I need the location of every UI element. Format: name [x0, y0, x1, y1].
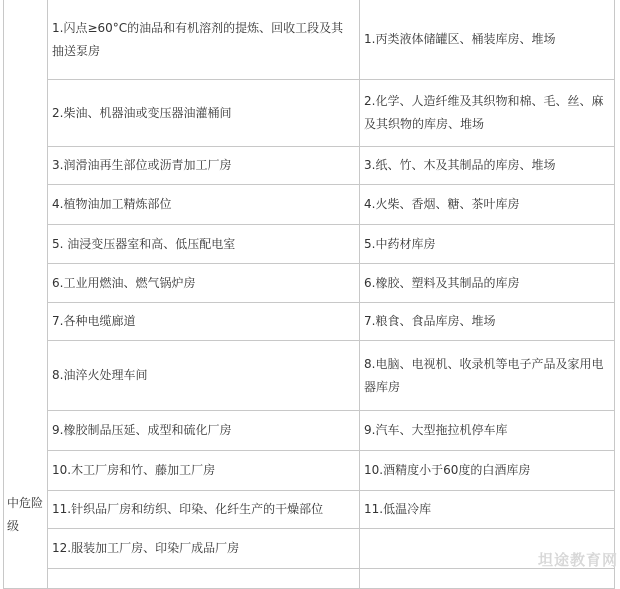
right-cell: 7.粮食、食品库房、堆场: [360, 303, 615, 341]
table-row: [4, 491, 615, 529]
left-cell: 12.服装加工厂房、印染厂成品厂房: [48, 529, 360, 569]
right-cell: 10.酒精度小于60度的白酒库房: [360, 451, 615, 491]
table-row: [4, 569, 615, 589]
left-cell: 5. 油浸变压器室和高、低压配电室: [48, 225, 360, 264]
left-cell: 1.闪点≥60°C的油品和有机溶剂的提炼、回收工段及其抽送泵房: [48, 0, 360, 80]
left-cell: 6.工业用燃油、燃气锅炉房: [48, 264, 360, 303]
left-cell: 10.木工厂房和竹、藤加工厂房: [48, 451, 360, 491]
right-cell: 9.汽车、大型拖拉机停车库: [360, 411, 615, 451]
table-row: [4, 451, 615, 491]
site-watermark: 坦途教育网: [537, 551, 618, 569]
table-row: [4, 225, 615, 264]
table-row: [4, 303, 615, 341]
left-cell: 3.润滑油再生部位或沥青加工厂房: [48, 147, 360, 185]
left-cell: [48, 569, 360, 589]
hazard-classification-table: [3, 0, 615, 589]
table-row: [4, 185, 615, 225]
right-cell: 8.电脑、电视机、收录机等电子产品及家用电器库房: [360, 341, 615, 411]
right-cell: 5.中药材库房: [360, 225, 615, 264]
left-cell: 8.油淬火处理车间: [48, 341, 360, 411]
left-cell: 9.橡胶制品压延、成型和硫化厂房: [48, 411, 360, 451]
left-cell: 7.各种电缆廊道: [48, 303, 360, 341]
right-cell: 2.化学、人造纤维及其织物和棉、毛、丝、麻及其织物的库房、堆场: [360, 80, 615, 147]
table-row: [4, 264, 615, 303]
table-row: [4, 0, 615, 80]
hazard-level-label: 中危险级: [7, 496, 44, 533]
hazard-level-cell: [4, 0, 48, 589]
table-row: [4, 341, 615, 411]
right-cell: [360, 569, 615, 589]
right-cell: 1.丙类液体储罐区、桶装库房、堆场: [360, 0, 615, 80]
table-row: [4, 411, 615, 451]
right-cell: 4.火柴、香烟、糖、茶叶库房: [360, 185, 615, 225]
table-row: [4, 147, 615, 185]
left-cell: 2.柴油、机器油或变压器油灌桶间: [48, 80, 360, 147]
right-cell: 6.橡胶、塑料及其制品的库房: [360, 264, 615, 303]
left-cell: 11.针织品厂房和纺织、印染、化纤生产的干燥部位: [48, 491, 360, 529]
table-row: [4, 80, 615, 147]
table-row: [4, 529, 615, 569]
left-cell: 4.植物油加工精炼部位: [48, 185, 360, 225]
right-cell: 11.低温冷库: [360, 491, 615, 529]
right-cell: 3.纸、竹、木及其制品的库房、堆场: [360, 147, 615, 185]
